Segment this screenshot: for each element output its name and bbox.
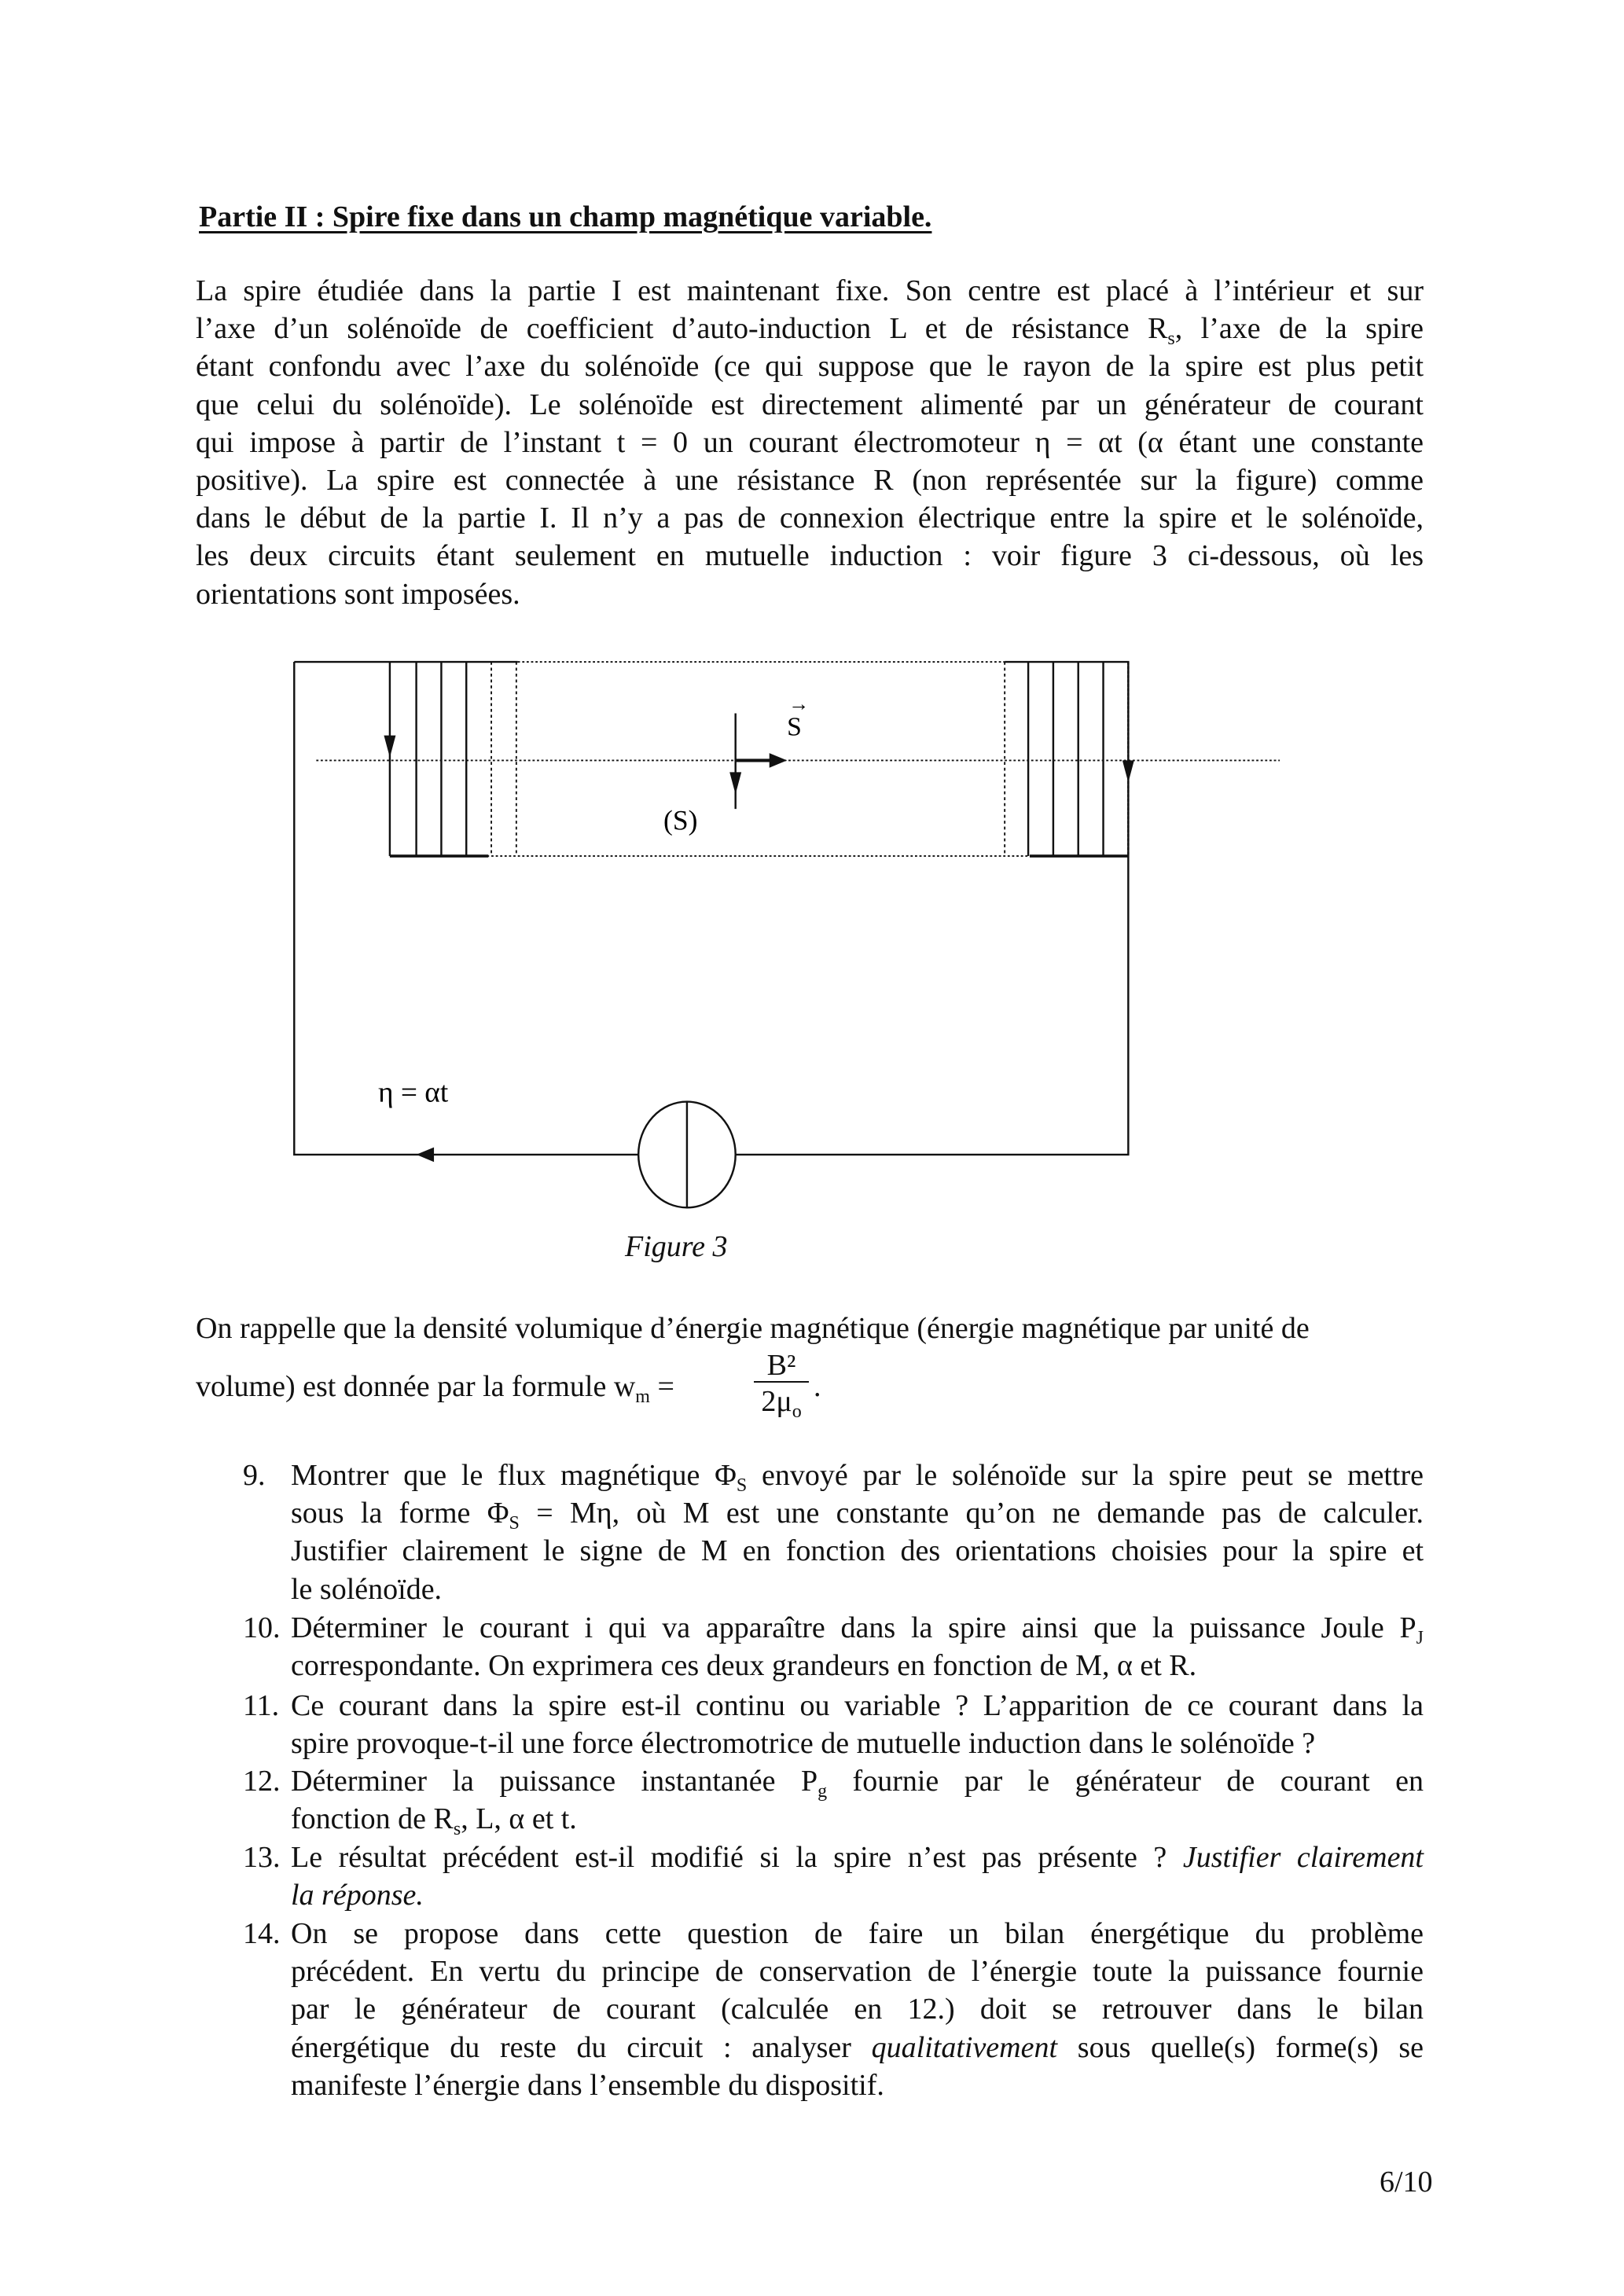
formula-sub: m (635, 1387, 650, 1407)
text-segment: précédent. En vertu du principe de conservation de l’énergie toute la puissance fournie (291, 1955, 1424, 1989)
text-line (291, 1457, 1424, 1494)
page-number: 6/10 (1380, 2166, 1433, 2199)
question-number: 9. (243, 1459, 266, 1492)
question-number: 11. (243, 1689, 280, 1722)
text-segment: étant confondu avec l’axe du solénoïde (ce qui suppose que le rayon de la spire est plus petit (196, 350, 1424, 384)
s-vector-arrow: → (788, 692, 810, 715)
arrow-down-right-icon (1122, 760, 1134, 782)
denominator-sub: o (792, 1401, 802, 1422)
text-segment: Montrer que le flux magnétique Φ (291, 1459, 737, 1492)
text-segment: orientations sont imposées. (196, 577, 520, 611)
formula-fraction (754, 1346, 809, 1431)
text-segment: envoyé par le solénoïde sur la spire peut se mettre (747, 1459, 1424, 1492)
text-line (291, 1494, 1424, 1532)
text-segment: par le générateur de courant (calculée en 12.) doit se retrouver dans le bilan (291, 1993, 1424, 2026)
subscript: J (1416, 1628, 1424, 1648)
formula-denominator (754, 1383, 809, 1431)
question-number: 10. (243, 1611, 281, 1644)
arrow-right-normal-icon (770, 753, 787, 768)
text-segment: , l’axe de la spire (1174, 312, 1424, 346)
text-line (291, 1725, 1424, 1762)
arrow-down-spire-icon (729, 772, 741, 794)
text-segment: correspondante. On exprimera ces deux grandeurs en fonction de M, α et R. (291, 1649, 1197, 1683)
text-segment: positive). La spire est connectée à une résistance R (non représentée sur la figure) comme (196, 463, 1424, 497)
text-segment: Justifier clairement le signe de M en fonction des orientations choisies pour la spire et (291, 1534, 1424, 1568)
figure-caption: Figure 3 (625, 1230, 728, 1263)
text-segment: qui impose à partir de l’instant t = 0 un courant électromoteur η = αt (α étant une constante (196, 425, 1424, 459)
question-number: 14. (243, 1917, 281, 1950)
text-segment: manifeste l’énergie dans l’ensemble du dispositif. (291, 2068, 884, 2102)
text-line (291, 1876, 1424, 1914)
text-line (291, 1800, 1424, 1838)
text-segment: spire provoque-t-il une force électromotrice de mutuelle induction dans le solénoïde ? (291, 1727, 1316, 1761)
section-title: Partie II : Spire fixe dans un champ magnétique variable. (199, 200, 932, 233)
formula-equals: = (649, 1370, 674, 1403)
question-text (291, 1609, 1424, 1684)
subscript: S (736, 1475, 748, 1496)
question-number: 13. (243, 1841, 281, 1874)
text-line (291, 1687, 1424, 1725)
question-text (291, 1839, 1424, 1914)
text-line (291, 2029, 1424, 2066)
text-segment: = Mη, où M est une constante qu’on ne demande pas de calculer. (519, 1497, 1424, 1530)
source-label: η = αt (377, 1076, 449, 1109)
italic-text: qualitativement (871, 2030, 1058, 2064)
subscript: s (1167, 329, 1175, 350)
text-segment: Déterminer la puissance instantanée P (291, 1765, 818, 1798)
text-segment: sous quelle(s) forme(s) se (1057, 2030, 1424, 2064)
question-text (291, 1915, 1424, 2104)
question-text (291, 1687, 1424, 1762)
text-line (291, 1762, 1424, 1800)
text-segment: l’axe d’un solénoïde de coefficient d’auto-induction L et de résistance R (196, 312, 1168, 346)
text-line (291, 1915, 1424, 1953)
italic-text: Justifier clairement (1182, 1841, 1424, 1874)
subscript: s (453, 1819, 461, 1840)
text-line (291, 1647, 1424, 1684)
text-segment: , L, α et t. (461, 1802, 577, 1836)
arrow-left-current-icon (417, 1148, 434, 1163)
text-segment: sous la forme Φ (291, 1497, 509, 1530)
question-text (291, 1457, 1424, 1608)
solenoid-left-windings (390, 662, 516, 856)
text-segment: Ce courant dans la spire est-il continu ou variable ? L’apparition de ce courant dans la (291, 1689, 1424, 1722)
text-line (291, 2066, 1424, 2104)
s-vector-label: S (787, 712, 802, 742)
solenoid-right-windings (1005, 662, 1128, 856)
italic-text: la réponse. (291, 1879, 424, 1912)
text-segment: La spire étudiée dans la partie I est maintenant fixe. Son centre est placé à l’intérieur et sur (196, 274, 1424, 307)
subscript: g (818, 1781, 828, 1802)
text-segment: le solénoïde. (291, 1572, 443, 1606)
text-segment: fonction de R (291, 1802, 454, 1836)
text-segment: énergétique du reste du circuit : analyser (291, 2030, 872, 2064)
spire-label: (S) (663, 804, 698, 836)
text-segment: On se propose dans cette question de faire un bilan énergétique du problème (291, 1917, 1424, 1950)
text-segment: que celui du solénoïde). Le solénoïde est directement alimenté par un générateur de courant (196, 388, 1424, 421)
recall-paragraph (196, 1310, 1424, 1347)
question-number: 12. (243, 1765, 281, 1798)
text-line (291, 1953, 1424, 1990)
text-line (291, 1532, 1424, 1570)
text-segment: dans le début de la partie I. Il n’y a pas de connexion électrique entre la spire et le solénoïde, (196, 501, 1424, 535)
denominator-text: 2μ (761, 1385, 792, 1418)
question-text (291, 1762, 1424, 1838)
text-segment: Le résultat précédent est-il modifié si la spire n’est pas présente ? (291, 1841, 1183, 1874)
text-segment: fournie par le générateur de courant en (827, 1765, 1424, 1798)
formula-end: . (814, 1370, 821, 1403)
subscript: S (509, 1513, 520, 1534)
arrow-down-left-icon (384, 736, 395, 758)
text-segment: les deux circuits étant seulement en mutuelle induction : voir figure 3 ci-dessous, où les (196, 539, 1424, 573)
text-line (291, 1609, 1424, 1647)
text-line (291, 1570, 1424, 1608)
text-line (291, 1839, 1424, 1876)
text-line (291, 1990, 1424, 2028)
text-segment: Déterminer le courant i qui va apparaître dans la spire ainsi que la puissance Joule P (291, 1611, 1416, 1644)
formula-numerator: B² (766, 1349, 796, 1382)
text-line (196, 1310, 1424, 1347)
text-segment: On rappelle que la densité volumique d’énergie magnétique (énergie magnétique par unité de (196, 1312, 1310, 1345)
formula-prefix: volume) est donnée par la formule w (196, 1370, 636, 1403)
